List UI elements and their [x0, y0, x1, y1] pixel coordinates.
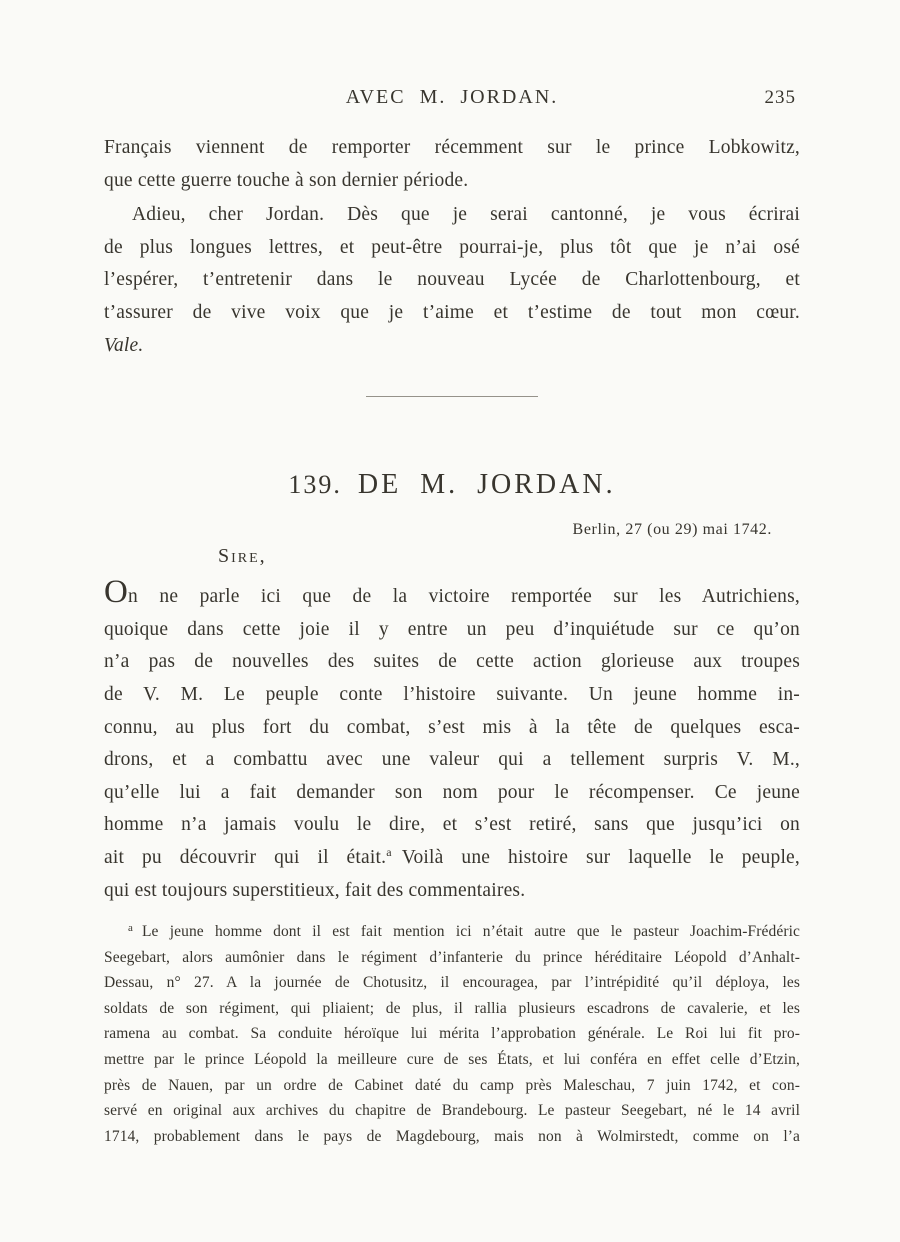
letter-closing: Vale.: [104, 334, 144, 356]
footnote-line: [104, 919, 800, 945]
footnote-line: près de Nauen, par un ordre de Cabinet daté du camp près Maleschau, 7 juin 1742, et con-: [104, 1076, 800, 1094]
letter-title: DE M. JORDAN.: [357, 469, 616, 501]
section-heading: [104, 469, 800, 501]
section-divider-rule: [366, 396, 538, 397]
text-line: homme n’a jamais voulu le dire, et s’est retiré, sans que jusqu’ici on: [104, 814, 800, 836]
text-line: [104, 842, 800, 875]
footnote-reference-mark: a: [386, 844, 392, 859]
text-segment: ait pu découvrir qui il était.: [104, 846, 387, 868]
text-line: connu, au plus fort du combat, s’est mis à la tête de quelques esca-: [104, 716, 800, 738]
text-line: l’espérer, t’entretenir dans le nouveau Lycée de Charlottenbourg, et: [104, 269, 800, 291]
text-line: drons, et a combattu avec une valeur qui a tellement surpris V. M.,: [104, 749, 800, 771]
text-line: de plus longues lettres, et peut-être pourrai-je, plus tôt que je n’ai osé: [104, 236, 800, 258]
dateline: Berlin, 27 (ou 29) mai 1742.: [572, 521, 772, 539]
footnote-line: 1714, probablement dans le pays de Magdebourg, mais non à Wolmirstedt, comme on l’a: [104, 1127, 800, 1145]
running-header-title: AVEC M. JORDAN.: [345, 86, 559, 108]
continuation-paragraph: [104, 132, 800, 197]
page-number: 235: [764, 87, 796, 108]
text-segment: Le jeune homme dont il est fait mention ici n’était autre que le pasteur Joachim-Frédéric: [141, 923, 800, 941]
footnote-line: ramena au combat. Sa conduite héroïque lui mérita l’approbation générale. Le Roi lui fit pro-: [104, 1025, 800, 1043]
text-line: que cette guerre touche à son dernier période.: [104, 169, 469, 191]
text-segment: Voilà une histoire sur laquelle le peuple,: [401, 846, 800, 868]
text-segment: n ne parle ici que de la victoire remportée sur les Autrichiens,: [128, 586, 800, 608]
text-line: t’assurer de vive voix que je t’aime et t’estime de tout mon cœur.: [104, 301, 800, 323]
running-header: [104, 86, 800, 112]
salutation: Sire,: [218, 545, 267, 568]
text-line: Adieu, cher Jordan. Dès que je serai cantonné, je vous écrirai: [132, 204, 800, 226]
text-line: n’a pas de nouvelles des suites de cette action glorieuse aux troupes: [104, 651, 800, 673]
letter-number: 139.: [288, 470, 342, 500]
farewell-paragraph: [104, 199, 800, 362]
letter-body: [104, 576, 800, 907]
text-line: [104, 576, 800, 614]
footnote-block: [104, 919, 800, 1149]
text-line: qu’elle lui a fait demander son nom pour le récompenser. Ce jeune: [104, 781, 800, 803]
footnote-marker: a: [128, 922, 133, 935]
text-line: quoique dans cette joie il y entre un peu d’inquiétude sur ce qu’on: [104, 618, 800, 640]
text-line: Français viennent de remporter récemment sur le prince Lobkowitz,: [104, 137, 800, 158]
footnote-line: servé en original aux archives du chapitre de Brandebourg. Le pasteur Seegebart, né le 14 avril: [104, 1102, 800, 1120]
text-line: qui est toujours superstitieux, fait des commentaires.: [104, 879, 526, 901]
footnote-line: Dessau, n° 27. A la journée de Chotusitz, il encouragea, par l’intrépidité qu’il déploya, les: [104, 974, 800, 992]
text-line: de V. M. Le peuple conte l’histoire suivante. Un jeune homme in-: [104, 683, 800, 705]
drop-initial: O: [104, 574, 129, 611]
footnote-line: mettre par le prince Léopold la meilleure cure de ses États, et lui conféra en effet celle d’Etzin,: [104, 1051, 800, 1069]
footnote-line: Seegebart, alors aumônier dans le régiment d’infanterie du prince héréditaire Léopold d’Anhalt-: [104, 948, 800, 966]
footnote-line: soldats de son régiment, qui pliaient; de plus, il rallia plusieurs escadrons de cavalerie, et les: [104, 999, 800, 1017]
